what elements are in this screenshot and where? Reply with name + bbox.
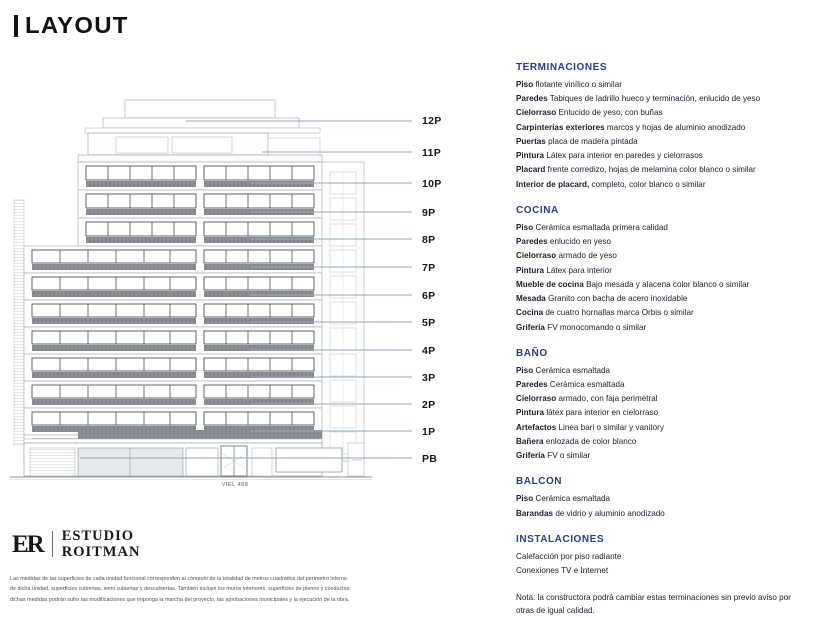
- floor-label-3p: 3P: [422, 372, 436, 384]
- spec-item-description: Cerámica esmaltada: [535, 494, 611, 504]
- spec-item-description: de cuatro hornallas marca Orbis o similar: [545, 308, 694, 318]
- spec-item-description: Bajo mesada y alacena color blanco o similar: [586, 279, 750, 289]
- spec-item-term: Carpinterías exteriores: [516, 122, 605, 132]
- floor-label-6p: 6P: [422, 290, 436, 302]
- spec-item: [516, 406, 822, 420]
- spec-item: [516, 178, 822, 192]
- spec-section-heading: INSTALACIONES: [516, 533, 605, 545]
- spec-item: [516, 278, 822, 292]
- spec-item-description: FV o similar: [547, 451, 591, 461]
- spec-item-term: Cielorraso: [516, 251, 557, 261]
- spec-item-description: FV monocomando o similar: [547, 322, 647, 332]
- spec-item-term: Placard: [516, 165, 546, 175]
- logo-wordmark-line2: ROITMAN: [61, 544, 141, 561]
- specifications-note: Nota: la constructora podrá cambiar estas terminaciones sin previo aviso por otras de igual calidad.: [516, 593, 791, 616]
- floor-label-2p: 2P: [422, 399, 436, 411]
- spec-item: [516, 378, 822, 392]
- spec-item: [516, 435, 822, 449]
- spec-item: [516, 121, 822, 135]
- spec-item: [516, 392, 822, 406]
- floor-label-11p: 11P: [422, 147, 442, 159]
- footer-line-3: dichas medidas podrán sufrir las modificaciones que imponga la marcha del proyecto, las aprobaciones municipales y la ejecución de la obra.: [10, 596, 350, 603]
- spec-section-heading: BALCON: [516, 476, 563, 488]
- spec-item-term: Puertas: [516, 136, 546, 146]
- page-title-text: LAYOUT: [25, 12, 129, 38]
- spec-item: [516, 163, 822, 177]
- spec-item-term: Piso: [516, 80, 534, 89]
- floor-label-7p: 7P: [422, 262, 436, 274]
- floor-label-8p: 8P: [422, 234, 436, 246]
- spec-item: [516, 564, 822, 578]
- spec-item-term: Cielorraso: [516, 394, 557, 404]
- spec-item: [516, 507, 822, 521]
- spec-item-term: Interior de placard,: [516, 179, 590, 189]
- floor-label-pb: PB: [422, 453, 438, 465]
- spec-item-description: Enlucido de yeso, con buñas: [558, 108, 663, 118]
- spec-item-term: Pintura: [516, 408, 545, 418]
- spec-item: [516, 149, 822, 163]
- building-elevation-drawing: [0, 88, 470, 500]
- spec-item-term: Paredes: [516, 94, 548, 104]
- spec-item-term: Barandas: [516, 508, 554, 518]
- spec-section-terminaciones: [516, 62, 822, 192]
- spec-item-term: Pintura: [516, 151, 545, 161]
- spec-item: [516, 135, 822, 149]
- logo-wordmark-line1: ESTUDIO: [61, 528, 135, 544]
- spec-item-description: placa de madera pintada: [548, 136, 638, 146]
- spec-item-description: armado, con faja perimetral: [558, 394, 658, 404]
- floor-label-9p: 9P: [422, 207, 436, 219]
- footer-line-1: Las medidas de las superficies de cada unidad funcional corresponden al cómputo de la totalidad de metros cuadrados del perímetro interno: [10, 576, 347, 582]
- spec-item-description: Cerámica esmaltada: [535, 365, 611, 375]
- logo-monogram: ER: [12, 530, 43, 558]
- spec-section-bao: [516, 348, 822, 464]
- floor-label-1p: 1P: [422, 426, 436, 438]
- floor-label-4p: 4P: [422, 345, 436, 357]
- spec-item: [516, 221, 822, 235]
- floor-label-5p: 5P: [422, 317, 436, 329]
- spec-item: [516, 106, 822, 120]
- logo-wordmark: [62, 528, 141, 560]
- title-accent-bar: [14, 15, 18, 37]
- spec-section-balcon: [516, 476, 822, 520]
- spec-item-term: Piso: [516, 222, 534, 232]
- spec-item: [516, 321, 822, 335]
- spec-item-description: Cerámica esmaltada primera calidad: [535, 222, 668, 232]
- spec-item-description: Granito con bacha de acero inoxidable: [548, 294, 688, 304]
- spec-item: [516, 292, 822, 306]
- spec-item-description: Calefacción por piso radiante: [516, 551, 622, 561]
- spec-section-heading: COCINA: [516, 204, 559, 216]
- spec-item-term: Cielorraso: [516, 108, 557, 118]
- spec-item-description: Látex para interior: [546, 265, 612, 275]
- spec-item-description: enlozada de color blanco: [545, 436, 637, 446]
- spec-item-term: Pintura: [516, 265, 545, 275]
- spec-item: [516, 78, 822, 92]
- spec-item-term: Grifería: [516, 451, 545, 461]
- spec-section-cocina: [516, 205, 822, 335]
- spec-item-term: Grifería: [516, 322, 545, 332]
- spec-item-term: Cocina: [516, 308, 544, 318]
- spec-item-description: Látex para interior en paredes y cielorrasos: [546, 151, 703, 161]
- footer-disclaimer: [10, 574, 420, 605]
- spec-item: [516, 306, 822, 320]
- spec-item: [516, 92, 822, 106]
- logo-divider: [52, 531, 53, 557]
- spec-item-description: enlucido en yeso: [549, 237, 611, 247]
- spec-item-description: Cerámica esmaltada: [549, 379, 625, 389]
- spec-item: [516, 421, 822, 435]
- spec-item-term: Bañera: [516, 436, 544, 446]
- spec-item-term: Artefactos: [516, 422, 557, 432]
- spec-section-heading: TERMINACIONES: [516, 62, 608, 73]
- spec-item-description: frente corredizo, hojas de melamina color blanco o similar: [547, 165, 756, 175]
- spec-item-description: Linea bari o similar y vanitory: [558, 422, 664, 432]
- spec-item: [516, 449, 822, 463]
- spec-item-term: Piso: [516, 365, 534, 375]
- spec-item-description: látex para interior en cielorraso: [546, 408, 659, 418]
- spec-item: [516, 235, 822, 249]
- spec-item-description: armado de yeso: [558, 251, 617, 261]
- floor-label-10p: 10P: [422, 178, 442, 190]
- spec-item-description: marcos y hojas de aluminio anodizado: [606, 122, 746, 132]
- spec-item: [516, 364, 822, 378]
- spec-item: [516, 550, 822, 564]
- spec-item-description: Conexiones TV e Internet: [516, 566, 609, 576]
- spec-section-heading: BAÑO: [516, 347, 548, 359]
- spec-item-term: Paredes: [516, 237, 548, 247]
- street-address-caption: VIEL 488: [221, 482, 249, 488]
- spec-item: [516, 249, 822, 263]
- specifications-column: [516, 62, 822, 618]
- spec-item-term: Mesada: [516, 294, 546, 304]
- spec-item: [516, 264, 822, 278]
- spec-item-description: flotante vinílico o similar: [535, 80, 622, 89]
- spec-item-description: de vidrio y aluminio anodizado: [555, 508, 665, 518]
- spec-section-instalaciones: [516, 534, 822, 578]
- spec-item-term: Piso: [516, 494, 534, 504]
- spec-item-description: Tabiques de ladrillo hueco y terminación, enlucido de yeso: [549, 94, 761, 104]
- spec-item-description: completo, color blanco o similar: [591, 179, 706, 189]
- spec-item-term: Mueble de cocina: [516, 279, 584, 289]
- footer-line-2: de dicha unidad, superficies cubiertas, semi cubiertas y descubiertas. También incluye los muros interiores, superficies de plenos y conductos;: [10, 586, 351, 593]
- page-title: [14, 12, 129, 38]
- spec-item-term: Paredes: [516, 379, 548, 389]
- floor-label-12p: 12P: [422, 115, 442, 127]
- studio-logo: [12, 528, 140, 560]
- spec-item: [516, 492, 822, 506]
